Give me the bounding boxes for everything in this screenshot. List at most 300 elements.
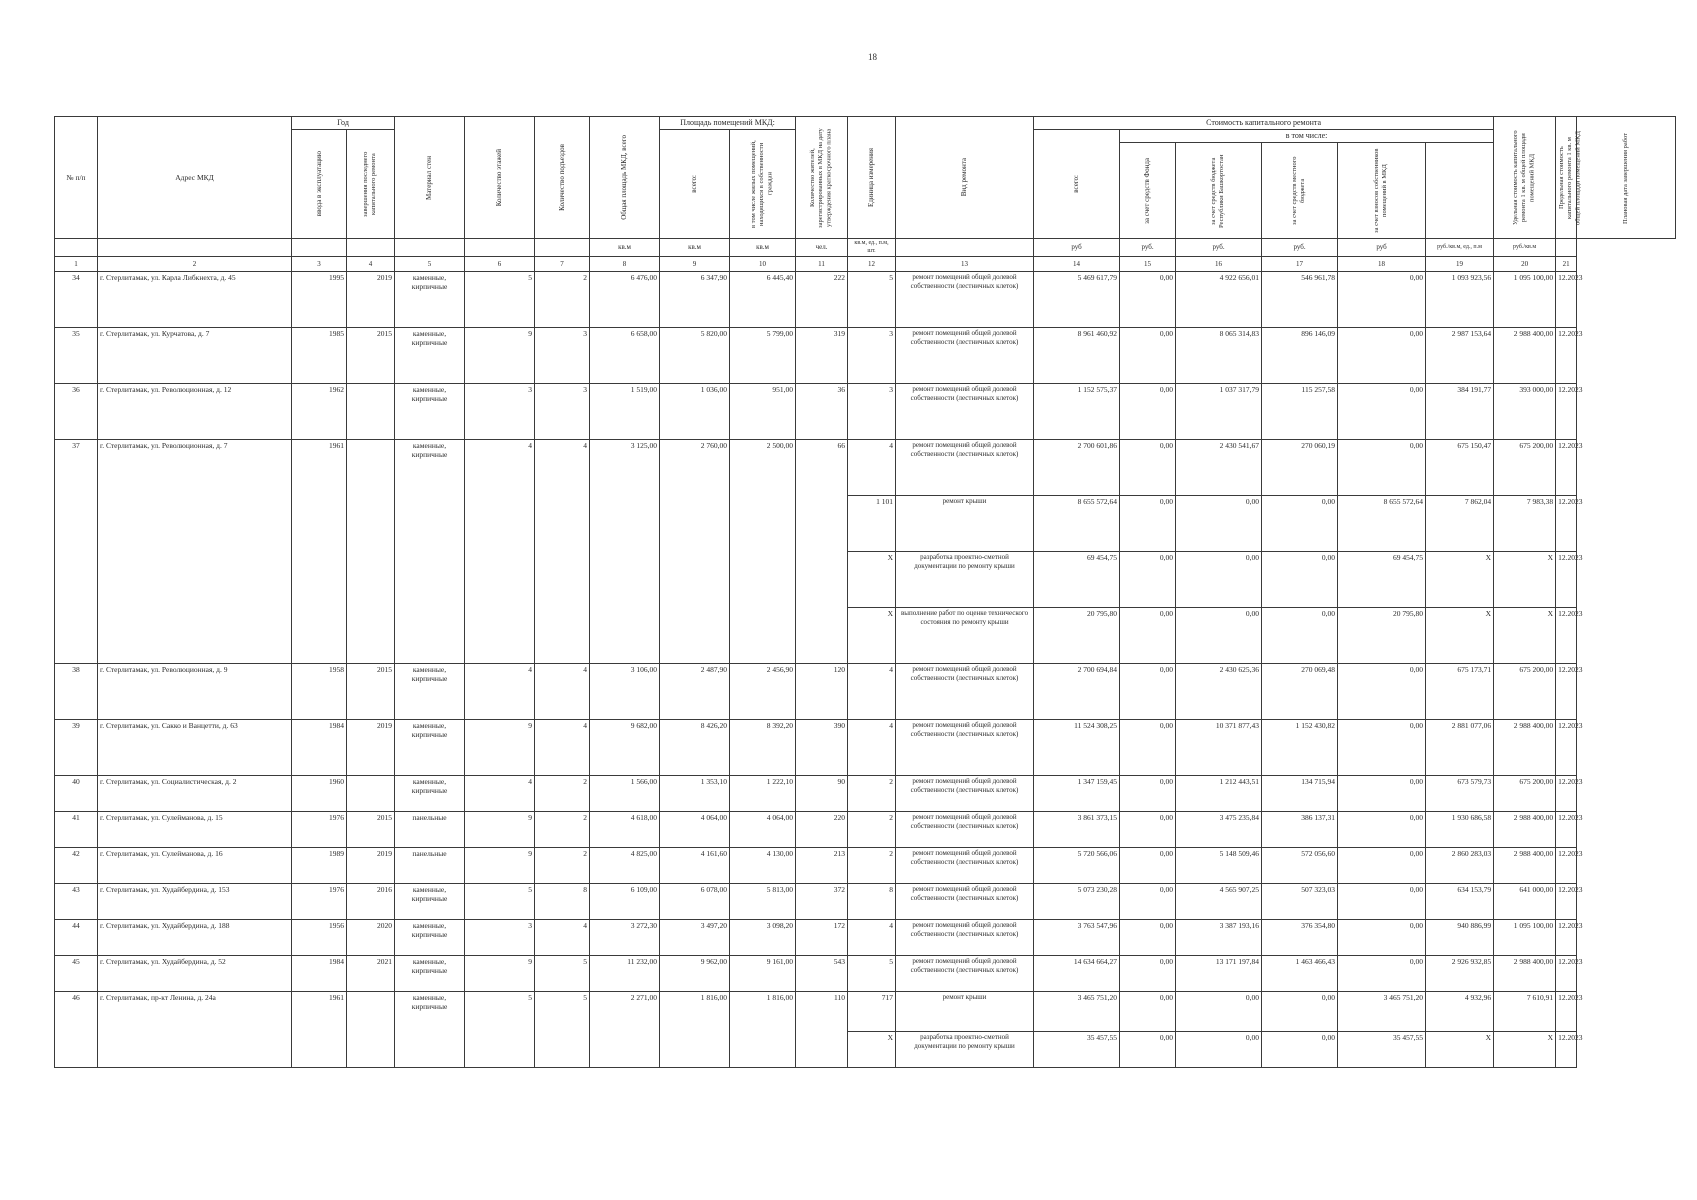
table-cell: 0,00 [1120,440,1176,496]
table-cell: 12.2023 [1556,608,1577,664]
table-cell: 675 200,00 [1494,440,1556,496]
table-cell: 0,00 [1262,496,1338,552]
table-cell: 0,00 [1262,1032,1338,1068]
table-cell: 8 961 460,92 [1034,328,1120,384]
table-cell: 0,00 [1338,440,1426,496]
table-cell: 2019 [347,720,395,776]
header-floors: Количество этажей [465,117,535,239]
col-index: 3 [292,257,347,272]
table-cell: 6 476,00 [590,272,660,328]
table-cell: 1 095 100,00 [1494,272,1556,328]
unit-cell: руб [1034,239,1120,257]
table-cell: 0,00 [1338,848,1426,884]
table-cell: 0,00 [1120,884,1176,920]
table-cell: 2 987 153,64 [1426,328,1494,384]
table-cell: 2 988 400,00 [1494,720,1556,776]
table-cell: 134 715,94 [1262,776,1338,812]
unit-cell: руб [1338,239,1426,257]
table-cell: 11 232,00 [590,956,660,992]
table-cell: 9 [465,328,535,384]
table-cell: 9 [465,812,535,848]
table-cell: панельные [395,812,465,848]
table-cell: 3 [848,384,896,440]
table-cell [347,776,395,812]
header-incl-spacer [1426,143,1494,239]
table-row [55,956,1676,992]
table-cell: 0,00 [1120,608,1176,664]
table-cell: 2 760,00 [660,440,730,664]
table-row [55,328,1676,384]
table-cell: 4 922 656,01 [1176,272,1262,328]
table-cell: 0,00 [1338,720,1426,776]
table-cell: 673 579,73 [1426,776,1494,812]
header-address: Адрес МКД [98,117,292,239]
table-cell: 1958 [292,664,347,720]
table-cell: 2 500,00 [730,440,796,664]
unit-cell: кв.м [730,239,796,257]
table-cell: 8 655 572,64 [1034,496,1120,552]
table-cell: 0,00 [1338,384,1426,440]
table-cell: 3 272,30 [590,920,660,956]
table-cell: 0,00 [1120,956,1176,992]
col-index: 4 [347,257,395,272]
header-year-built: ввода в эксплуатацию [292,130,347,239]
work-type-cell: ремонт помещений общей долевой собственности (лестничных клеток) [896,848,1034,884]
table-cell: панельные [395,848,465,884]
table-cell: 0,00 [1120,848,1176,884]
table-cell: 4 130,00 [730,848,796,884]
table-cell: 4 [535,920,590,956]
table-cell: 641 000,00 [1494,884,1556,920]
table-cell: г. Стерлитамак, ул. Социалистическая, д. 2 [98,776,292,812]
table-cell: 4 064,00 [730,812,796,848]
table-cell: 12.2023 [1556,884,1577,920]
table-cell: 172 [796,920,848,956]
col-index: 15 [1120,257,1176,272]
table-cell: 3 [465,920,535,956]
table-cell: 0,00 [1338,272,1426,328]
table-cell: 2 [535,776,590,812]
work-type-cell: ремонт крыши [896,496,1034,552]
header-deadline: Плановая дата завершения работ [1577,117,1676,239]
table-cell: 6 347,90 [660,272,730,328]
table-cell: 0,00 [1120,328,1176,384]
table-cell: 1 816,00 [660,992,730,1068]
table-cell: 5 [848,956,896,992]
table-cell [347,992,395,1068]
table-body [55,272,1676,1068]
table-cell: 4 [848,664,896,720]
table-cell: 4 [465,440,535,664]
table-cell: 43 [55,884,98,920]
unit-cell: кв.м [590,239,660,257]
table-cell: 2 988 400,00 [1494,956,1556,992]
header-cost-group: Стоимость капитального ремонта [1034,117,1494,130]
table-cell: 572 056,60 [1262,848,1338,884]
table-cell: 0,00 [1120,920,1176,956]
col-index: 17 [1262,257,1338,272]
table-cell: 1961 [292,992,347,1068]
table-cell: каменные, кирпичные [395,992,465,1068]
table-cell: 120 [796,664,848,720]
header-total-area: Общая площадь МКД, всего [590,117,660,239]
table-cell: каменные, кирпичные [395,920,465,956]
work-type-cell: разработка проектно-сметной документации по ремонту крыши [896,1032,1034,1068]
table-cell: 0,00 [1120,496,1176,552]
table-cell: X [1494,552,1556,608]
table-cell: 12.2023 [1556,384,1577,440]
table-cell: X [1426,1032,1494,1068]
col-index: 14 [1034,257,1120,272]
header-n: № п/п [55,117,98,239]
col-index: 13 [896,257,1034,272]
table-cell: 40 [55,776,98,812]
table-cell: 9 962,00 [660,956,730,992]
table-cell: 386 137,31 [1262,812,1338,848]
table-cell: 38 [55,664,98,720]
table-cell: 0,00 [1338,884,1426,920]
header-wall-material: Материал стен [395,117,465,239]
table-cell: 3 387 193,16 [1176,920,1262,956]
table-row [55,884,1676,920]
table-cell: 35 457,55 [1338,1032,1426,1068]
table-cell: 372 [796,884,848,920]
table-cell: 0,00 [1176,992,1262,1032]
table-cell: каменные, кирпичные [395,956,465,992]
table-cell: 7 610,91 [1494,992,1556,1032]
table-cell: 110 [796,992,848,1068]
table-cell: 41 [55,812,98,848]
table-cell: 2016 [347,884,395,920]
unit-cell: руб./кв.м, ед., п.м [1426,239,1494,257]
table-cell: 0,00 [1120,664,1176,720]
header-premises-group: Площадь помещений МКД: [660,117,796,130]
unit-cell: кв.м, ед., п.м, шт. [848,239,896,257]
table-cell: 1 353,10 [660,776,730,812]
col-index: 7 [535,257,590,272]
table-cell: 12.2023 [1556,812,1577,848]
table-cell: г. Стерлитамак, ул. Сулейманова, д. 15 [98,812,292,848]
table-cell: 0,00 [1176,552,1262,608]
table-cell: 1 095 100,00 [1494,920,1556,956]
work-type-cell: ремонт помещений общей долевой собственности (лестничных клеток) [896,920,1034,956]
table-cell: 2020 [347,920,395,956]
col-index: 16 [1176,257,1262,272]
table-cell: 2 700 694,84 [1034,664,1120,720]
table-cell: 951,00 [730,384,796,440]
table-cell: 1985 [292,328,347,384]
table-cell: 2 [535,848,590,884]
table-cell: 4 064,00 [660,812,730,848]
table-cell: 1962 [292,384,347,440]
table-cell: 2 [848,848,896,884]
table-cell: 5 820,00 [660,328,730,384]
table-cell: 2 430 625,36 [1176,664,1262,720]
table-cell: 3 [535,384,590,440]
header-spec-cost: Удельная стоимость капитального ремонта 1 кв. м общей площади помещений МКД [1494,117,1556,239]
table-cell: 1956 [292,920,347,956]
table-cell: г. Стерлитамак, ул. Худайбердина, д. 153 [98,884,292,920]
table-cell: 0,00 [1338,328,1426,384]
table-cell: 10 371 877,43 [1176,720,1262,776]
table-cell: 12.2023 [1556,552,1577,608]
header-premises-total: всего: [660,130,730,239]
col-index: 5 [395,257,465,272]
col-index: 9 [660,257,730,272]
table-cell: 7 862,04 [1426,496,1494,552]
table-cell: 4 [535,664,590,720]
table-cell: г. Стерлитамак, ул. Сулейманова, д. 16 [98,848,292,884]
table-cell: 34 [55,272,98,328]
table-cell: 675 200,00 [1494,664,1556,720]
table-cell: 0,00 [1338,920,1426,956]
table-cell: 37 [55,440,98,664]
table-cell: 2015 [347,328,395,384]
col-index: 18 [1338,257,1426,272]
table-cell: 1 152 430,82 [1262,720,1338,776]
table-cell: каменные, кирпичные [395,776,465,812]
table-cell: 675 150,47 [1426,440,1494,496]
table-cell: 1 212 443,51 [1176,776,1262,812]
table-cell: 507 323,03 [1262,884,1338,920]
table-cell: 14 634 664,27 [1034,956,1120,992]
table-cell: 6 445,40 [730,272,796,328]
table-cell: 390 [796,720,848,776]
table-cell: 12.2023 [1556,1032,1577,1068]
table-cell: 66 [796,440,848,664]
table-cell: 5 [465,992,535,1068]
table-cell: 20 795,80 [1338,608,1426,664]
table-cell: каменные, кирпичные [395,664,465,720]
table-cell: 634 153,79 [1426,884,1494,920]
table-cell: 12.2023 [1556,992,1577,1032]
table-cell: г. Стерлитамак, ул. Революционная, д. 7 [98,440,292,664]
column-index-row [55,257,1676,272]
table-cell: 8 [848,884,896,920]
table-cell: 0,00 [1120,992,1176,1032]
header-cost-local: за счет средств местного бюджета [1262,143,1338,239]
header-measure-unit: Единица измерения [848,117,896,239]
table-cell: 1 347 159,45 [1034,776,1120,812]
table-cell: 0,00 [1262,552,1338,608]
col-index: 12 [848,257,896,272]
table-cell: 69 454,75 [1338,552,1426,608]
table-cell: 2 456,90 [730,664,796,720]
table-cell: 35 [55,328,98,384]
col-index: 2 [98,257,292,272]
table-cell: 543 [796,956,848,992]
table-cell: 2019 [347,272,395,328]
table-cell: каменные, кирпичные [395,328,465,384]
header-cost-fund: за счет средств Фонда [1120,143,1176,239]
table-cell: 1961 [292,440,347,664]
work-type-cell: ремонт помещений общей долевой собственности (лестничных клеток) [896,776,1034,812]
table-cell: 4 [848,720,896,776]
table-cell: 8 065 314,83 [1176,328,1262,384]
table-cell: 4 161,60 [660,848,730,884]
work-type-cell: ремонт помещений общей долевой собственности (лестничных клеток) [896,384,1034,440]
table-cell: 0,00 [1338,956,1426,992]
table-cell: 1 093 923,56 [1426,272,1494,328]
table-cell: г. Стерлитамак, ул. Худайбердина, д. 188 [98,920,292,956]
table-cell: 2 430 541,67 [1176,440,1262,496]
table-cell: 717 [848,992,896,1032]
table-cell: 1 222,10 [730,776,796,812]
table-cell: каменные, кирпичные [395,884,465,920]
table-cell: 8 392,20 [730,720,796,776]
table-cell: 12.2023 [1556,956,1577,992]
table-cell: 13 171 197,84 [1176,956,1262,992]
table-cell [347,440,395,664]
table-cell: X [848,608,896,664]
table-cell: 5 [535,956,590,992]
table-row [55,440,1676,496]
table-cell: 3 [848,328,896,384]
table-row [55,720,1676,776]
table-cell: 1976 [292,884,347,920]
header-year-group: Год [292,117,395,130]
table-cell: каменные, кирпичные [395,440,465,664]
table-cell: 9 [465,720,535,776]
table-cell: 4 [465,664,535,720]
table-cell: 0,00 [1120,720,1176,776]
table-cell: 8 655 572,64 [1338,496,1426,552]
table-cell: 4 [848,440,896,496]
table-cell: 0,00 [1338,812,1426,848]
table-cell: X [1494,608,1556,664]
table-cell: каменные, кирпичные [395,272,465,328]
table-cell: 1 152 575,37 [1034,384,1120,440]
table-cell: 1960 [292,776,347,812]
table-cell: 0,00 [1120,812,1176,848]
table-cell: 2015 [347,812,395,848]
table-cell: 1984 [292,720,347,776]
table-cell: 4 932,96 [1426,992,1494,1032]
table-cell: 896 146,09 [1262,328,1338,384]
table-cell: 1989 [292,848,347,884]
table-cell: 0,00 [1176,1032,1262,1068]
table-cell: 0,00 [1120,1032,1176,1068]
table-cell: 9 161,00 [730,956,796,992]
table-cell: 5 720 566,06 [1034,848,1120,884]
table-cell: 376 354,80 [1262,920,1338,956]
table-cell: 9 [465,848,535,884]
table-cell: 1 463 466,43 [1262,956,1338,992]
table-cell: 5 799,00 [730,328,796,384]
work-type-cell: ремонт помещений общей долевой собственности (лестничных клеток) [896,664,1034,720]
unit-cell: руб. [1120,239,1176,257]
table-cell: г. Стерлитамак, ул. Курчатова, д. 7 [98,328,292,384]
table-cell: 3 106,00 [590,664,660,720]
work-type-cell: ремонт помещений общей долевой собственности (лестничных клеток) [896,812,1034,848]
table-cell: 2 988 400,00 [1494,328,1556,384]
work-type-cell: ремонт помещений общей долевой собственности (лестничных клеток) [896,328,1034,384]
header-premises-residential: в том числе жилых помещений, находящихся в собственности граждан [730,130,796,239]
table-cell: 12.2023 [1556,328,1577,384]
table-cell: 1995 [292,272,347,328]
table-cell: 9 [465,956,535,992]
header-year-repair: завершения последнего капитального ремонта [347,130,395,239]
table-cell: 2021 [347,956,395,992]
table-cell: 3 861 373,15 [1034,812,1120,848]
table-cell: 3 [465,384,535,440]
table-cell: 222 [796,272,848,328]
table-cell: 675 200,00 [1494,776,1556,812]
table-cell: 3 465 751,20 [1338,992,1426,1032]
table-cell: 6 658,00 [590,328,660,384]
table-cell [347,384,395,440]
table-cell: 45 [55,956,98,992]
table-cell: 4 [535,720,590,776]
table-cell: 3 098,20 [730,920,796,956]
table-cell: 2 [535,812,590,848]
header-incl: в том числе: [1120,130,1494,143]
table-cell: 3 763 547,96 [1034,920,1120,956]
table-cell: 35 457,55 [1034,1032,1120,1068]
table-cell: X [848,1032,896,1068]
table-cell: 0,00 [1120,272,1176,328]
table-cell: г. Стерлитамак, ул. Сакко и Ванцетти, д. 63 [98,720,292,776]
table-cell: 1976 [292,812,347,848]
col-index: 8 [590,257,660,272]
table-cell: 36 [55,384,98,440]
table-cell: 1 037 317,79 [1176,384,1262,440]
work-type-cell: ремонт помещений общей долевой собственности (лестничных клеток) [896,440,1034,496]
table-cell: 675 173,71 [1426,664,1494,720]
table-row [55,384,1676,440]
table-cell: 8 426,20 [660,720,730,776]
table-cell: каменные, кирпичные [395,384,465,440]
table-cell: г. Стерлитамак, ул. Революционная, д. 9 [98,664,292,720]
table-cell: 12.2023 [1556,440,1577,496]
table-cell: 1 519,00 [590,384,660,440]
table-cell: 36 [796,384,848,440]
table-cell: 4 618,00 [590,812,660,848]
header-cost-total: всего: [1034,130,1120,239]
unit-cell: кв.м [660,239,730,257]
page-number: 18 [868,52,877,62]
table-cell: 2 988 400,00 [1494,848,1556,884]
table-cell: 5 073 230,28 [1034,884,1120,920]
col-index: 19 [1426,257,1494,272]
table-cell: 115 257,58 [1262,384,1338,440]
header-work-type: Вид ремонта [896,117,1034,239]
table-cell: 3 [535,328,590,384]
table-cell: 12.2023 [1556,720,1577,776]
table-cell: 2019 [347,848,395,884]
table-cell: 5 148 509,46 [1176,848,1262,884]
unit-cell: руб./кв.м [1494,239,1556,257]
table-cell: 2 700 601,86 [1034,440,1120,496]
table-cell: 940 886,99 [1426,920,1494,956]
table-cell: 270 060,19 [1262,440,1338,496]
table-cell: 0,00 [1176,496,1262,552]
table-cell: 384 191,77 [1426,384,1494,440]
work-type-cell: ремонт помещений общей долевой собственности (лестничных клеток) [896,720,1034,776]
work-type-cell: ремонт помещений общей долевой собственности (лестничных клеток) [896,272,1034,328]
table-row [55,992,1676,1032]
unit-cell: руб. [1262,239,1338,257]
table-cell: 1 930 686,58 [1426,812,1494,848]
table-cell: 3 475 235,84 [1176,812,1262,848]
table-cell: г. Стерлитамак, ул. Худайбердина, д. 52 [98,956,292,992]
table-cell: 12.2023 [1556,496,1577,552]
col-index: 20 [1494,257,1556,272]
table-cell: 4 [848,920,896,956]
table-cell: 1 566,00 [590,776,660,812]
table-cell: 5 813,00 [730,884,796,920]
table-cell: 12.2023 [1556,848,1577,884]
